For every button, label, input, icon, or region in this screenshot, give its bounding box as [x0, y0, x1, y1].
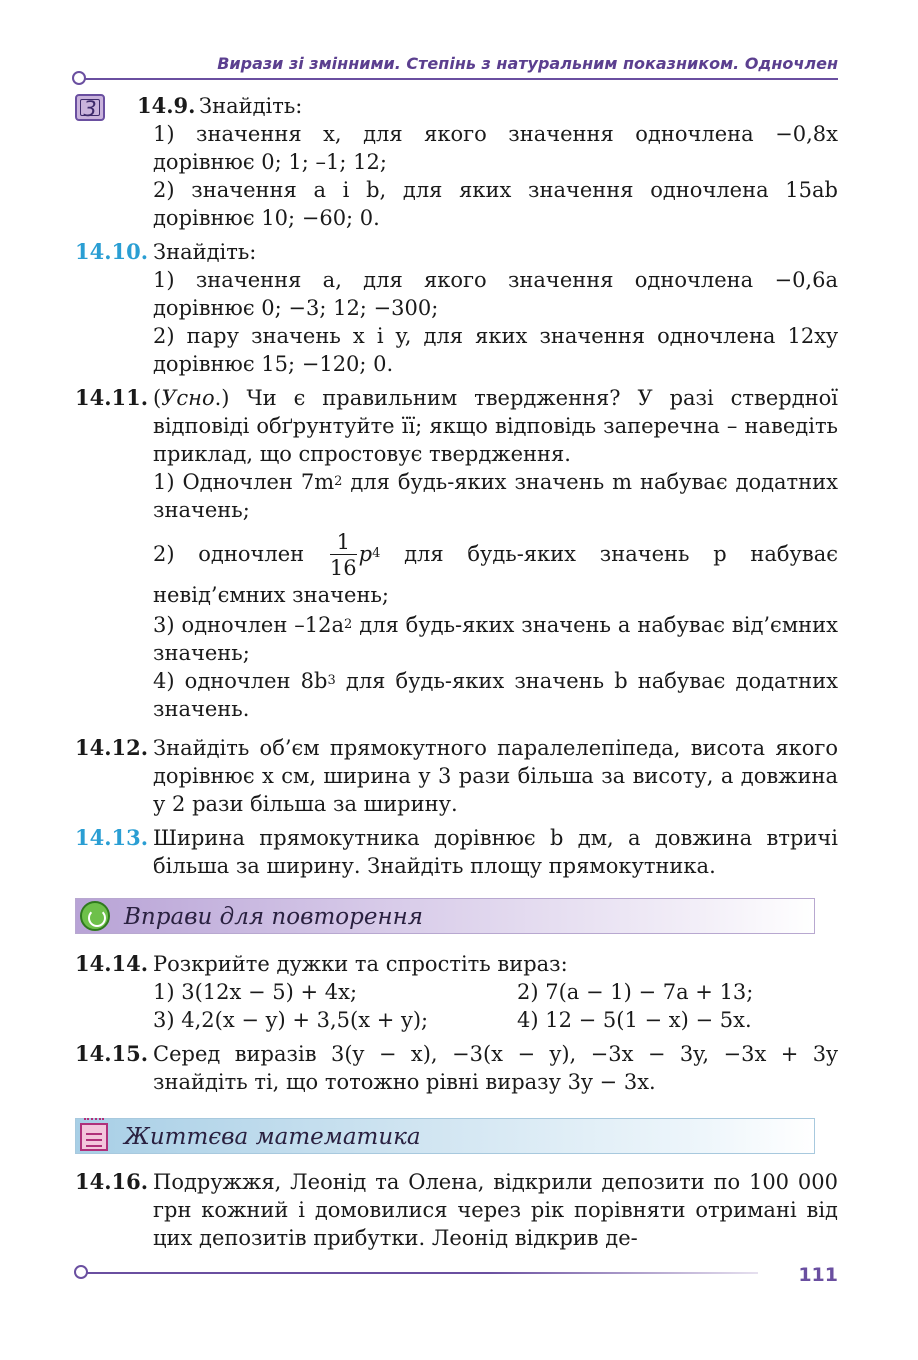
exercise-item-1: 1) значення x, для якого значення одночлена −0,8x дорівнює 0; 1; –1; 12;: [153, 122, 838, 174]
exercise-text: Знайдіть об’єм прямокутного паралелепіпеда, висота якого дорівнює x см, ширина у 3 рази більша за висоту, а довжина у 2 рази більша за ширину.: [153, 736, 838, 816]
exercise-item-4: 4) 12 − 5(1 − x) − 5x.: [517, 1008, 752, 1032]
exercise-text: (Усно.) Чи є правильним твердження? У разі ствердної відповіді обґрунтуйте її; якщо відповідь заперечна – наведіть приклад, що спростовує твердження.: [153, 386, 838, 466]
section-title: Вправи для повторення: [124, 904, 423, 930]
exercise-14-16: [75, 1168, 838, 1252]
exercise-item-4: 4) одночлен $8b^3$ для будь-яких значень b набуває додатних значень.: [153, 669, 838, 721]
running-title: Вирази зі змінними. Степінь з натуральним показником. Одночлен: [217, 54, 838, 73]
exercise-text: Розкрийте дужки та спростіть вираз:: [153, 952, 568, 976]
exercise-number: 14.14.: [75, 951, 149, 976]
exercise-item-1: 1) 3(12x − 5) + 4x;: [153, 980, 358, 1004]
header-rule: [82, 78, 838, 80]
header-rule-circle: [72, 71, 86, 85]
exercise-item-3: 3) одночлен $-12a^2$ для будь-яких значень a набуває від’ємних значень;: [153, 613, 838, 665]
footer-rule: [84, 1272, 758, 1274]
section-header-life-math: [75, 1118, 815, 1154]
page-number: 111: [798, 1264, 838, 1286]
exercise-14-12: [75, 734, 838, 818]
exercise-14-14: [75, 950, 838, 1034]
exercise-number: 14.9.: [137, 93, 196, 118]
exercise-item-2: 2) значення a і b, для яких значення одночлена 15ab дорівнює 10; −60; 0.: [153, 178, 838, 230]
difficulty-level-badge: 3: [75, 94, 105, 121]
exercise-number: 14.15.: [75, 1041, 149, 1066]
repeat-icon: [80, 901, 110, 931]
section-header-repeat: [75, 898, 815, 934]
exercise-text: Знайдіть:: [153, 240, 257, 264]
exercise-number: 14.10.: [75, 239, 149, 264]
exercise-14-15: [75, 1040, 838, 1096]
exercise-text: Ширина прямокутника дорівнює b дм, а довжина втричі більша за ширину. Знайдіть площу прямокутника.: [153, 826, 838, 878]
exercise-text: Подружжя, Леонід та Олена, відкрили депозити по 100 000 грн кожний і домовилися через рік порівняти отримані від цих депозитів прибутки. Леонід відкрив де-: [153, 1170, 838, 1250]
exercise-text: Серед виразів 3(y − x), −3(x − y), −3x − 3y, −3x + 3y знайдіть ті, що тотожно рівні виразу 3y − 3x.: [153, 1042, 838, 1094]
exercise-number: 14.11.: [75, 385, 149, 410]
oral-label: Усно: [161, 386, 215, 410]
exercise-number: 14.12.: [75, 735, 149, 760]
exercise-item-3: 3) 4,2(x − y) + 3,5(x + y);: [153, 1008, 429, 1032]
notebook-icon: [80, 1123, 108, 1151]
exercise-item-2: 2) 7(a − 1) − 7a + 13;: [517, 980, 754, 1004]
section-title: Життєва математика: [124, 1124, 421, 1150]
exercise-item-1: 1) Одночлен $7m^2$ для будь-яких значень m набуває додатних значень;: [153, 470, 838, 522]
fraction: $\frac{1}{16}$: [329, 530, 357, 580]
exercise-item-1: 1) значення a, для якого значення одночлена −0,6a дорівнює 0; −3; 12; −300;: [153, 268, 838, 320]
exercise-text: Знайдіть:: [199, 94, 303, 118]
exercise-item-2: 2) одночлен $\frac{1}{16}$ $p^4$ для будь-яких значень p набуває невід’ємних значень;: [153, 530, 839, 607]
exercise-14-11: [75, 384, 838, 723]
exercise-14-9: [75, 92, 838, 232]
footer-rule-circle: [74, 1265, 88, 1279]
exercise-number: 14.16.: [75, 1169, 149, 1194]
exercise-14-10: [75, 238, 838, 378]
exercise-item-2: 2) пару значень x і y, для яких значення одночлена 12xy дорівнює 15; −120; 0.: [153, 324, 838, 376]
exercise-number: 14.13.: [75, 825, 149, 850]
exercise-14-13: [75, 824, 838, 880]
